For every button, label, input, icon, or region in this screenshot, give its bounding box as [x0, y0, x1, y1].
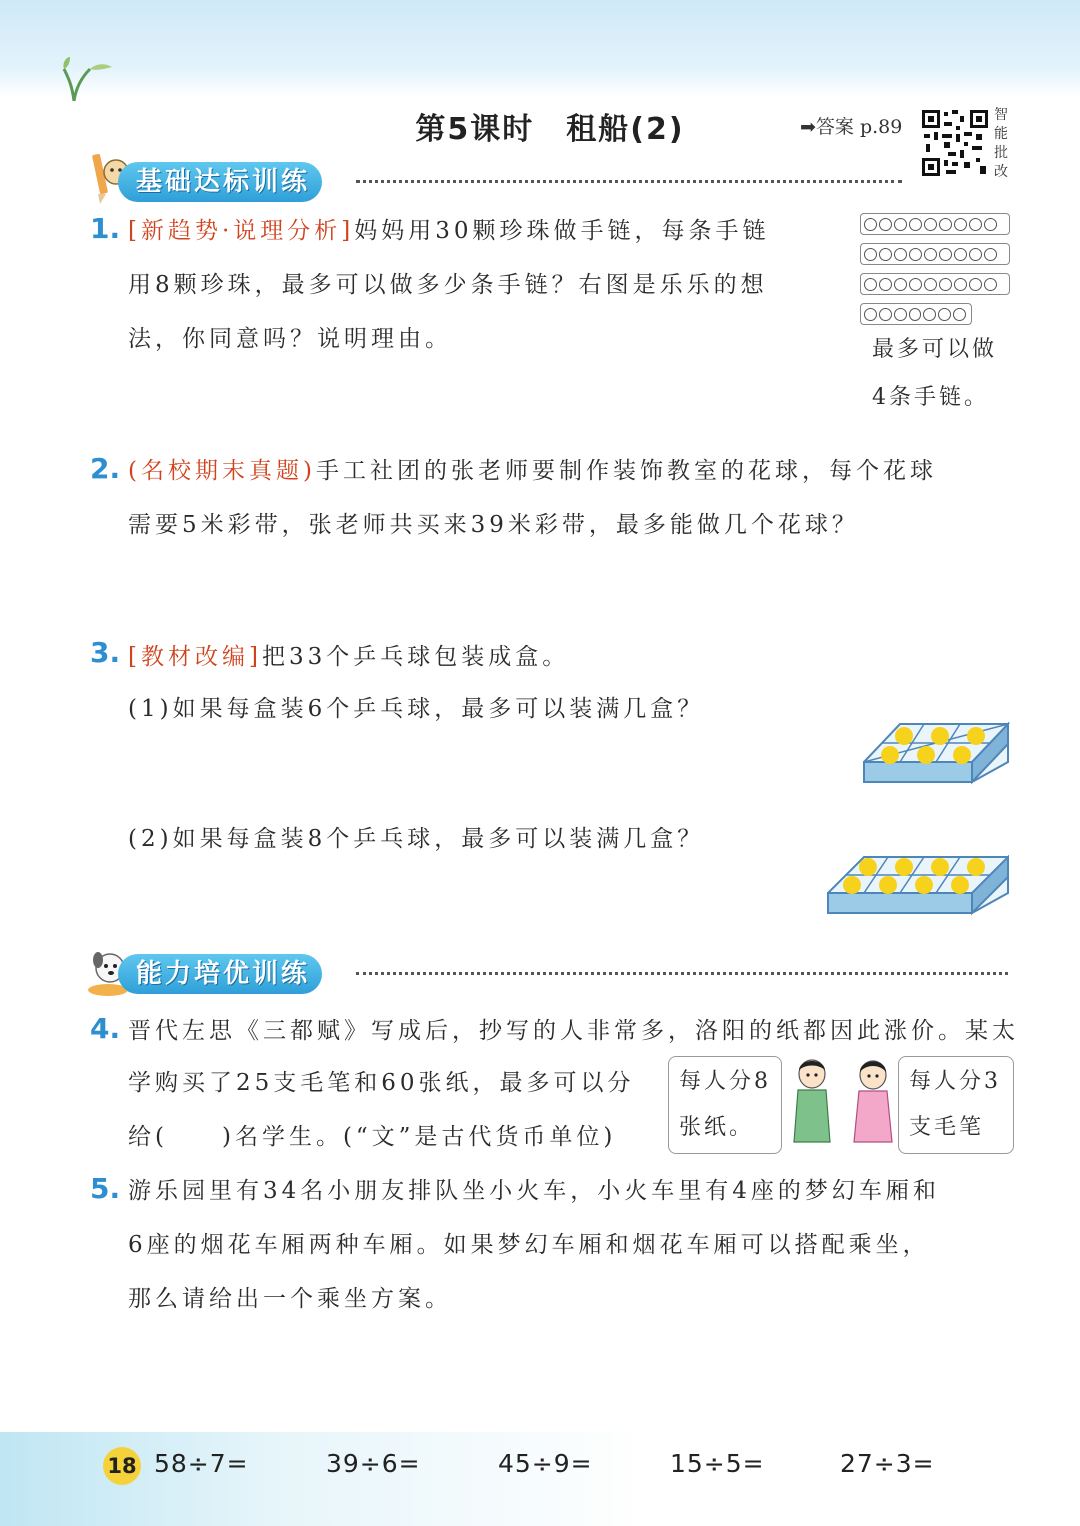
question-tag: [新趋势·说理分析]	[128, 218, 355, 244]
question-number: 4.	[90, 1012, 121, 1045]
question-3-sub-2: (2)如果每盒装8个乒乓球，最多可以装满几盒？	[128, 826, 705, 852]
pearl-row	[860, 243, 1010, 265]
question-3-line-1: [教材改编]把33个乒乓球包装成盒。	[128, 644, 570, 670]
sprout-icon	[60, 55, 120, 103]
pearl-row	[860, 213, 1010, 235]
mental-calc-4: 15÷5=	[670, 1449, 765, 1478]
ball-box-6-icon	[862, 722, 1012, 786]
scholar-girl-icon	[848, 1058, 898, 1144]
question-1-line-2: 用8颗珍珠，最多可以做多少条手链？右图是乐乐的想	[128, 272, 768, 298]
question-4-line-2: 学购买了25支毛笔和60张纸，最多可以分	[128, 1070, 635, 1096]
footer-band	[0, 1432, 1080, 1526]
mental-calc-1: 58÷7=	[154, 1449, 249, 1478]
answer-reference[interactable]	[800, 112, 902, 139]
arrow-right-icon: ➡	[800, 116, 816, 138]
question-3-sub-1: (1)如果每盒装6个乒乓球，最多可以装满几盒？	[128, 696, 705, 722]
question-number: 2.	[90, 452, 121, 485]
question-tag: (名校期末真题)	[128, 458, 316, 484]
lesson-title: 第5课时 租船(2)	[415, 112, 685, 147]
speech-bubble-right: 每人分3 支毛笔	[898, 1056, 1014, 1154]
pearl-row	[860, 303, 972, 325]
question-1-line-3: 法，你同意吗？说明理由。	[128, 326, 452, 352]
section-divider	[356, 180, 902, 183]
question-5-line-2: 6座的烟花车厢两种车厢。如果梦幻车厢和烟花车厢可以搭配乘坐，	[128, 1232, 930, 1258]
question-5-line-1: 游乐园里有34名小朋友排队坐小火车，小火车里有4座的梦幻车厢和	[128, 1178, 940, 1204]
question-2-line-1: (名校期末真题)手工社团的张老师要制作装饰教室的花球，每个花球	[128, 458, 937, 484]
mental-calc-2: 39÷6=	[326, 1449, 421, 1478]
section-divider	[356, 972, 1008, 975]
pearl-row	[860, 273, 1010, 295]
scholar-boy-icon	[788, 1058, 838, 1144]
answer-ref-text: 答案 p.89	[815, 116, 903, 138]
ball-box-8-icon	[826, 855, 1012, 917]
mental-calc-5: 27÷3=	[840, 1449, 935, 1478]
mental-calc-3: 45÷9=	[498, 1449, 593, 1478]
section-badge-advanced: 能力培优训练	[118, 954, 322, 994]
question-4-line-1: 晋代左思《三都赋》写成后，抄写的人非常多，洛阳的纸都因此涨价。某太	[128, 1018, 1019, 1044]
question-number: 5.	[90, 1172, 121, 1205]
smart-grading-label: 智 能 批 改	[994, 107, 1008, 180]
question-number: 1.	[90, 212, 121, 245]
qr-code-icon[interactable]	[920, 108, 990, 178]
pearl-diagram	[860, 213, 1010, 333]
speech-bubble-left: 每人分8 张纸。	[668, 1056, 782, 1154]
question-4-line-3: 给( )名学生。(“文”是古代货币单位)	[128, 1124, 617, 1150]
pearl-note-line-2: 4条手链。	[872, 385, 989, 410]
header-band	[0, 0, 1080, 98]
pearl-note-line-1: 最多可以做	[872, 337, 998, 362]
question-2-line-2: 需要5米彩带，张老师共买来39米彩带，最多能做几个花球？	[128, 512, 859, 538]
question-1-line-1: [新趋势·说理分析]妈妈用30颗珍珠做手链，每条手链	[128, 218, 770, 244]
question-tag: [教材改编]	[128, 644, 262, 670]
question-5-line-3: 那么请给出一个乘坐方案。	[128, 1286, 452, 1312]
page-number: 18	[103, 1447, 141, 1485]
section-badge-basic: 基础达标训练	[118, 162, 322, 202]
question-number: 3.	[90, 636, 121, 669]
